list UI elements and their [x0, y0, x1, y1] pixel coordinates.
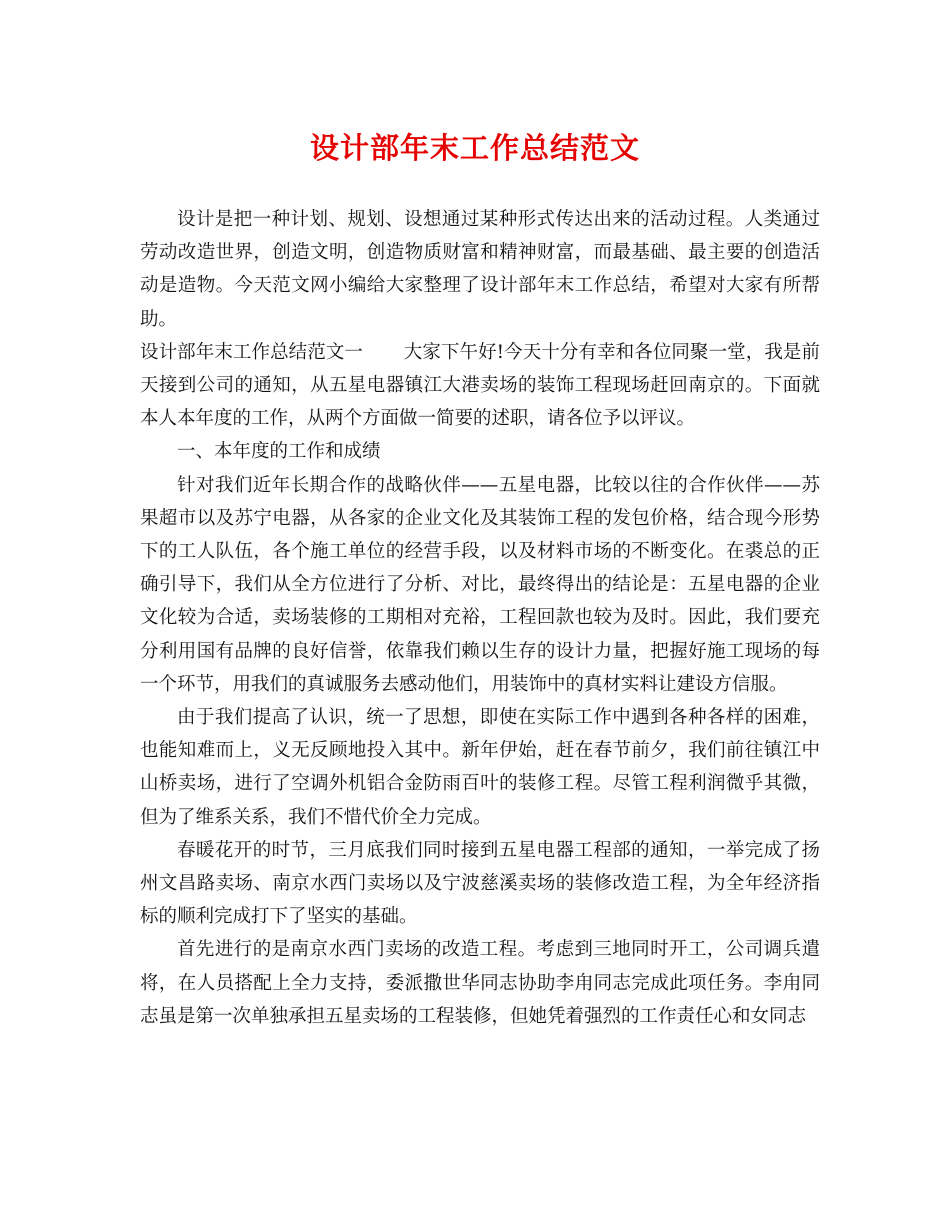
body-paragraph-2: 由于我们提高了认识，统一了思想，即使在实际工作中遇到各种各样的困难，也能知难而上，义无反顾地投入其中。新年伊始，赶在春节前夕，我们前往镇江中山桥卖场，进行了空调外机铝合金防雨百叶的装修工程。尽管工程利润微乎其微，但为了维系关系，我们不惜代价全力完成。 — [140, 707, 820, 828]
document-title: 设计部年末工作总结范文 — [309, 131, 640, 165]
body-paragraph-1: 针对我们近年长期合作的战略伙伴——五星电器，比较以往的合作伙伴——苏果超市以及苏宁电器，从各家的企业文化及其装饰工程的发包价格，结合现今形势下的工人队伍，各个施工单位的经营手段，以及材料市场的不断变化。在裘总的正确引导下，我们从全方位进行了分析、对比，最终得出的结论是：五星电器的企业文化较为合适，卖场装修的工期相对充裕，工程回款也较为及时。因此，我们要充分利用国有品牌的良好信誉，依靠我们赖以生存的设计力量，把握好施工现场的每一个环节，用我们的真诚服务去感动他们，用装饰中的真材实料让建设方信服。 — [140, 474, 820, 695]
section-label: 设计部年末工作总结范文一 — [140, 341, 363, 363]
body-paragraph-4: 首先进行的是南京水西门卖场的改造工程。考虑到三地同时开工，公司调兵遣将，在人员搭配上全力支持，委派撒世华同志协助李甪同志完成此项任务。李甪同志虽是第一次单独承担五星卖场的工程装修，但她凭着强烈的工作责任心和女同志 — [140, 939, 820, 1027]
document-body — [140, 203, 820, 1033]
body-paragraph-3: 春暖花开的时节，三月底我们同时接到五星电器工程部的通知，一举完成了扬州文昌路卖场、南京水西门卖场以及宁波慈溪卖场的装修改造工程，为全年经济指标的顺利完成打下了坚实的基础。 — [140, 839, 820, 928]
greeting-paragraph — [140, 336, 820, 436]
greeting-text: 大家下午好!今天十分有幸和各位同聚一堂，我是前天接到公司的通知，从五星电器镇江大港卖场的装饰工程现场赶回南京的。下面就本人本年度的工作，从两个方面做一简要的述职，请各位予以评议。 — [140, 341, 820, 430]
intro-paragraph: 设计是把一种计划、规划、设想通过某种形式传达出来的活动过程。人类通过劳动改造世界，创造文明，创造物质财富和精神财富，而最基础、最主要的创造活动是造物。今天范文网小编给大家整理了设计部年末工作总结，希望对大家有所帮助。 — [140, 209, 820, 330]
section-heading: 一、本年度的工作和成绩 — [177, 441, 381, 463]
